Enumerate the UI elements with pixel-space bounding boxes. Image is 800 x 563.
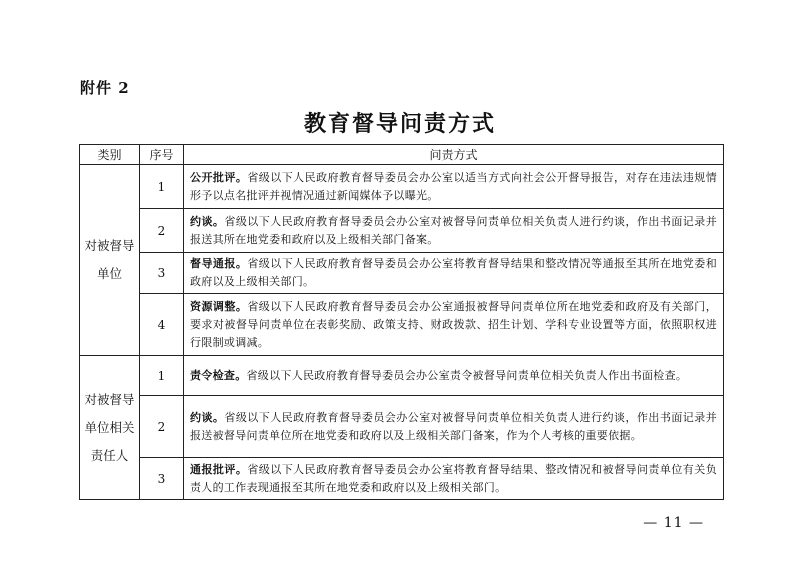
category-cell: 对被督导单位: [80, 165, 140, 356]
method-cell: [184, 294, 724, 356]
table-row: [80, 209, 724, 253]
attachment-label: 附件 2: [80, 79, 130, 97]
table-row: [80, 458, 724, 500]
table-row: [80, 165, 724, 209]
page-title: 教育督导问责方式: [303, 111, 496, 137]
method-term: 约谈。: [190, 410, 225, 424]
accountability-table: [79, 144, 724, 500]
header-category: 类别: [80, 145, 140, 165]
row-number: 2: [140, 396, 184, 458]
row-number: 3: [140, 253, 184, 294]
method-term: 约谈。: [190, 214, 225, 228]
method-term: 公开批评。: [190, 170, 248, 184]
method-cell: [184, 209, 724, 253]
method-term: 督导通报。: [190, 257, 248, 270]
table-row: [80, 253, 724, 294]
row-number: 1: [140, 356, 184, 396]
method-cell: [184, 253, 724, 294]
table-row: [80, 396, 724, 458]
table-header-row: [80, 145, 724, 165]
method-text: 省级以下人民政府教育督导委员会办公室责令被督导问责单位相关负责人作出书面检查。: [246, 368, 688, 382]
method-text: 省级以下人民政府教育督导委员会办公室对被督导问责单位相关负责人进行约谈，作出书面记录并报送被督导问责单位所在地党委和政府以及上级相关部门备案，作为个人考核的重要依据。: [190, 410, 717, 442]
page-number: — 11 —: [643, 515, 704, 531]
row-number: 4: [140, 294, 184, 356]
category-cell: 对被督导单位相关责任人: [80, 356, 140, 500]
header-number: 序号: [140, 145, 184, 165]
table-row: [80, 294, 724, 356]
table-row: [80, 356, 724, 396]
method-text: 省级以下人民政府教育督导委员会办公室以适当方式向社会公开督导报告，对存在违法违规情形予以点名批评并视情况通过新闻媒体予以曝光。: [190, 170, 718, 202]
method-term: 责令检查。: [190, 368, 247, 382]
method-cell: [184, 396, 724, 458]
method-term: 通报批评。: [190, 462, 248, 476]
method-cell: [184, 165, 724, 209]
row-number: 3: [140, 458, 184, 500]
method-term: 资源调整。: [190, 299, 248, 313]
header-method: 问责方式: [184, 145, 724, 165]
method-text: 省级以下人民政府教育督导委员会办公室通报被督导问责单位所在地党委和政府及有关部门，要求对被督导问责单位在表彰奖励、政策支持、财政拨款、招生计划、学科专业设置等方面，依照职权进行限制或调减。: [190, 299, 718, 349]
row-number: 1: [140, 165, 184, 209]
method-text: 省级以下人民政府教育督导委员会办公室将教育督导结果和整改情况等通报至其所在地党委和政府以及上级相关部门。: [190, 257, 718, 288]
row-number: 2: [140, 209, 184, 253]
method-text: 省级以下人民政府教育督导委员会办公室将教育督导结果、整改情况和被督导问责单位有关负责人的工作表现通报至其所在地党委和政府以及上级相关部门。: [190, 462, 718, 494]
method-cell: [184, 458, 724, 500]
method-cell: [184, 356, 724, 396]
method-text: 省级以下人民政府教育督导委员会办公室对被督导问责单位相关负责人进行约谈，作出书面记录并报送其所在地党委和政府以及上级相关部门备案。: [190, 214, 717, 246]
